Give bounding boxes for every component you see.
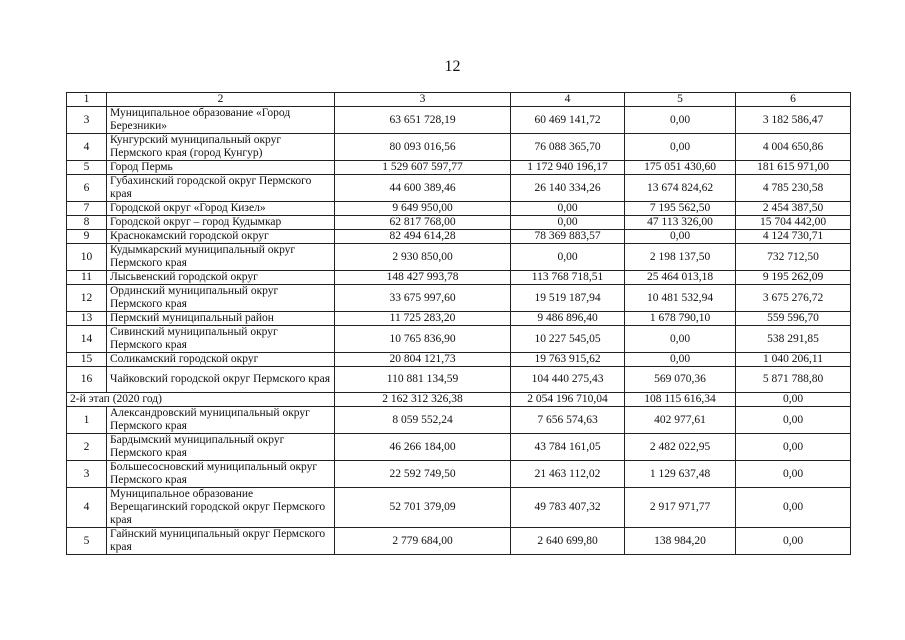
- table-row: [67, 161, 851, 175]
- municipality-name: Краснокамский городской округ: [107, 230, 335, 244]
- municipality-name: Пермский муниципальный район: [107, 312, 335, 326]
- value-col6: 4 124 730,71: [736, 230, 851, 244]
- header-cell: 3: [335, 93, 511, 107]
- value-col6: 0,00: [736, 434, 851, 461]
- row-number: 4: [67, 134, 107, 161]
- value-col6: 2 454 387,50: [736, 202, 851, 216]
- header-cell: 5: [625, 93, 736, 107]
- value-col5: 10 481 532,94: [625, 285, 736, 312]
- table-row: [67, 367, 851, 393]
- row-number: 5: [67, 528, 107, 555]
- row-number: 5: [67, 161, 107, 175]
- value-col4: 0,00: [511, 216, 625, 230]
- value-col5: 0,00: [625, 326, 736, 353]
- row-number: 2: [67, 434, 107, 461]
- value-col4: 10 227 545,05: [511, 326, 625, 353]
- table-row: [67, 312, 851, 326]
- municipality-name: Городской округ «Город Кизел»: [107, 202, 335, 216]
- value-col6: 4 004 650,86: [736, 134, 851, 161]
- row-number: 8: [67, 216, 107, 230]
- value-col6: 0,00: [736, 528, 851, 555]
- value-col5: 0,00: [625, 134, 736, 161]
- value-col4: 19 519 187,94: [511, 285, 625, 312]
- table-row: [67, 107, 851, 134]
- value-col5: 0,00: [625, 107, 736, 134]
- municipality-name: Городской округ – город Кудымкар: [107, 216, 335, 230]
- value-col3: 2 930 850,00: [335, 244, 511, 271]
- value-col3: 2 779 684,00: [335, 528, 511, 555]
- row-number: 1: [67, 407, 107, 434]
- value-col3: 63 651 728,19: [335, 107, 511, 134]
- municipality-name: Кунгурский муниципальный округ Пермского края (город Кунгур): [107, 134, 335, 161]
- value-col3: 8 059 552,24: [335, 407, 511, 434]
- stage-total-col6: 0,00: [736, 393, 851, 407]
- value-col6: 3 675 276,72: [736, 285, 851, 312]
- row-number: 6: [67, 175, 107, 202]
- row-number: 3: [67, 461, 107, 488]
- value-col3: 10 765 836,90: [335, 326, 511, 353]
- municipality-name: Чайковский городской округ Пермского края: [107, 367, 335, 393]
- stage-label: 2-й этап (2020 год): [67, 393, 335, 407]
- header-cell: 1: [67, 93, 107, 107]
- value-col4: 21 463 112,02: [511, 461, 625, 488]
- value-col4: 78 369 883,57: [511, 230, 625, 244]
- value-col4: 104 440 275,43: [511, 367, 625, 393]
- value-col4: 9 486 896,40: [511, 312, 625, 326]
- row-number: 16: [67, 367, 107, 393]
- row-number: 12: [67, 285, 107, 312]
- value-col5: 1 678 790,10: [625, 312, 736, 326]
- value-col5: 13 674 824,62: [625, 175, 736, 202]
- row-number: 15: [67, 353, 107, 367]
- value-col4: 49 783 407,32: [511, 488, 625, 528]
- value-col3: 33 675 997,60: [335, 285, 511, 312]
- value-col4: 7 656 574,63: [511, 407, 625, 434]
- value-col3: 110 881 134,59: [335, 367, 511, 393]
- row-number: 13: [67, 312, 107, 326]
- table-row: [67, 244, 851, 271]
- value-col4: 60 469 141,72: [511, 107, 625, 134]
- value-col5: 2 917 971,77: [625, 488, 736, 528]
- row-number: 9: [67, 230, 107, 244]
- municipality-name: Кудымкарский муниципальный округ Пермского края: [107, 244, 335, 271]
- table-row: [67, 353, 851, 367]
- value-col5: 1 129 637,48: [625, 461, 736, 488]
- municipality-name: Большесосновский муниципальный округ Пермского края: [107, 461, 335, 488]
- value-col6: 181 615 971,00: [736, 161, 851, 175]
- value-col5: 175 051 430,60: [625, 161, 736, 175]
- table-row: [67, 407, 851, 434]
- stage-total-col5: 108 115 616,34: [625, 393, 736, 407]
- row-number: 14: [67, 326, 107, 353]
- value-col5: 0,00: [625, 230, 736, 244]
- municipality-name: Муниципальное образование «Город Березники»: [107, 107, 335, 134]
- value-col6: 15 704 442,00: [736, 216, 851, 230]
- table-row: [67, 488, 851, 528]
- header-cell: 2: [107, 93, 335, 107]
- table-row: [67, 175, 851, 202]
- table-row: [67, 461, 851, 488]
- funding-table: [66, 92, 851, 555]
- value-col4: 26 140 334,26: [511, 175, 625, 202]
- value-col3: 62 817 768,00: [335, 216, 511, 230]
- row-number: 7: [67, 202, 107, 216]
- value-col5: 138 984,20: [625, 528, 736, 555]
- table-row: [67, 230, 851, 244]
- header-row: [67, 93, 851, 107]
- value-col5: 25 464 013,18: [625, 271, 736, 285]
- value-col5: 47 113 326,00: [625, 216, 736, 230]
- table-row: [67, 528, 851, 555]
- value-col6: 0,00: [736, 407, 851, 434]
- municipality-name: Губахинский городской округ Пермского края: [107, 175, 335, 202]
- table-row: [67, 326, 851, 353]
- municipality-name: Сивинский муниципальный округ Пермского края: [107, 326, 335, 353]
- value-col3: 148 427 993,78: [335, 271, 511, 285]
- row-number: 11: [67, 271, 107, 285]
- value-col6: 0,00: [736, 461, 851, 488]
- value-col4: 2 640 699,80: [511, 528, 625, 555]
- municipality-name: Муниципальное образование Верещагинский городской округ Пермского края: [107, 488, 335, 528]
- value-col6: 9 195 262,09: [736, 271, 851, 285]
- stage-total-col4: 2 054 196 710,04: [511, 393, 625, 407]
- value-col4: 43 784 161,05: [511, 434, 625, 461]
- value-col3: 20 804 121,73: [335, 353, 511, 367]
- value-col5: 2 482 022,95: [625, 434, 736, 461]
- header-cell: 4: [511, 93, 625, 107]
- value-col6: 0,00: [736, 488, 851, 528]
- municipality-name: Лысьвенский городской округ: [107, 271, 335, 285]
- municipality-name: Город Пермь: [107, 161, 335, 175]
- value-col6: 732 712,50: [736, 244, 851, 271]
- value-col3: 46 266 184,00: [335, 434, 511, 461]
- value-col3: 9 649 950,00: [335, 202, 511, 216]
- table-row: [67, 202, 851, 216]
- stage-total-col3: 2 162 312 326,38: [335, 393, 511, 407]
- value-col6: 559 596,70: [736, 312, 851, 326]
- value-col6: 5 871 788,80: [736, 367, 851, 393]
- municipality-name: Гайнский муниципальный округ Пермского края: [107, 528, 335, 555]
- value-col4: 19 763 915,62: [511, 353, 625, 367]
- municipality-name: Александровский муниципальный округ Пермского края: [107, 407, 335, 434]
- stage-row: [67, 393, 851, 407]
- row-number: 4: [67, 488, 107, 528]
- value-col6: 3 182 586,47: [736, 107, 851, 134]
- value-col3: 82 494 614,28: [335, 230, 511, 244]
- table-row: [67, 216, 851, 230]
- row-number: 10: [67, 244, 107, 271]
- value-col3: 11 725 283,20: [335, 312, 511, 326]
- table-row: [67, 285, 851, 312]
- value-col3: 80 093 016,56: [335, 134, 511, 161]
- municipality-name: Бардымский муниципальный округ Пермского края: [107, 434, 335, 461]
- value-col6: 1 040 206,11: [736, 353, 851, 367]
- value-col5: 569 070,36: [625, 367, 736, 393]
- page-number: 12: [444, 58, 461, 75]
- value-col5: 2 198 137,50: [625, 244, 736, 271]
- table-row: [67, 134, 851, 161]
- table-row: [67, 434, 851, 461]
- value-col4: 76 088 365,70: [511, 134, 625, 161]
- municipality-name: Ординский муниципальный округ Пермского края: [107, 285, 335, 312]
- value-col3: 1 529 607 597,77: [335, 161, 511, 175]
- row-number: 3: [67, 107, 107, 134]
- table-row: [67, 271, 851, 285]
- value-col3: 52 701 379,09: [335, 488, 511, 528]
- value-col3: 44 600 389,46: [335, 175, 511, 202]
- value-col6: 4 785 230,58: [736, 175, 851, 202]
- value-col4: 0,00: [511, 202, 625, 216]
- municipality-name: Соликамский городской округ: [107, 353, 335, 367]
- value-col6: 538 291,85: [736, 326, 851, 353]
- value-col5: 0,00: [625, 353, 736, 367]
- value-col4: 0,00: [511, 244, 625, 271]
- header-cell: 6: [736, 93, 851, 107]
- value-col5: 402 977,61: [625, 407, 736, 434]
- value-col4: 1 172 940 196,17: [511, 161, 625, 175]
- value-col5: 7 195 562,50: [625, 202, 736, 216]
- value-col3: 22 592 749,50: [335, 461, 511, 488]
- value-col4: 113 768 718,51: [511, 271, 625, 285]
